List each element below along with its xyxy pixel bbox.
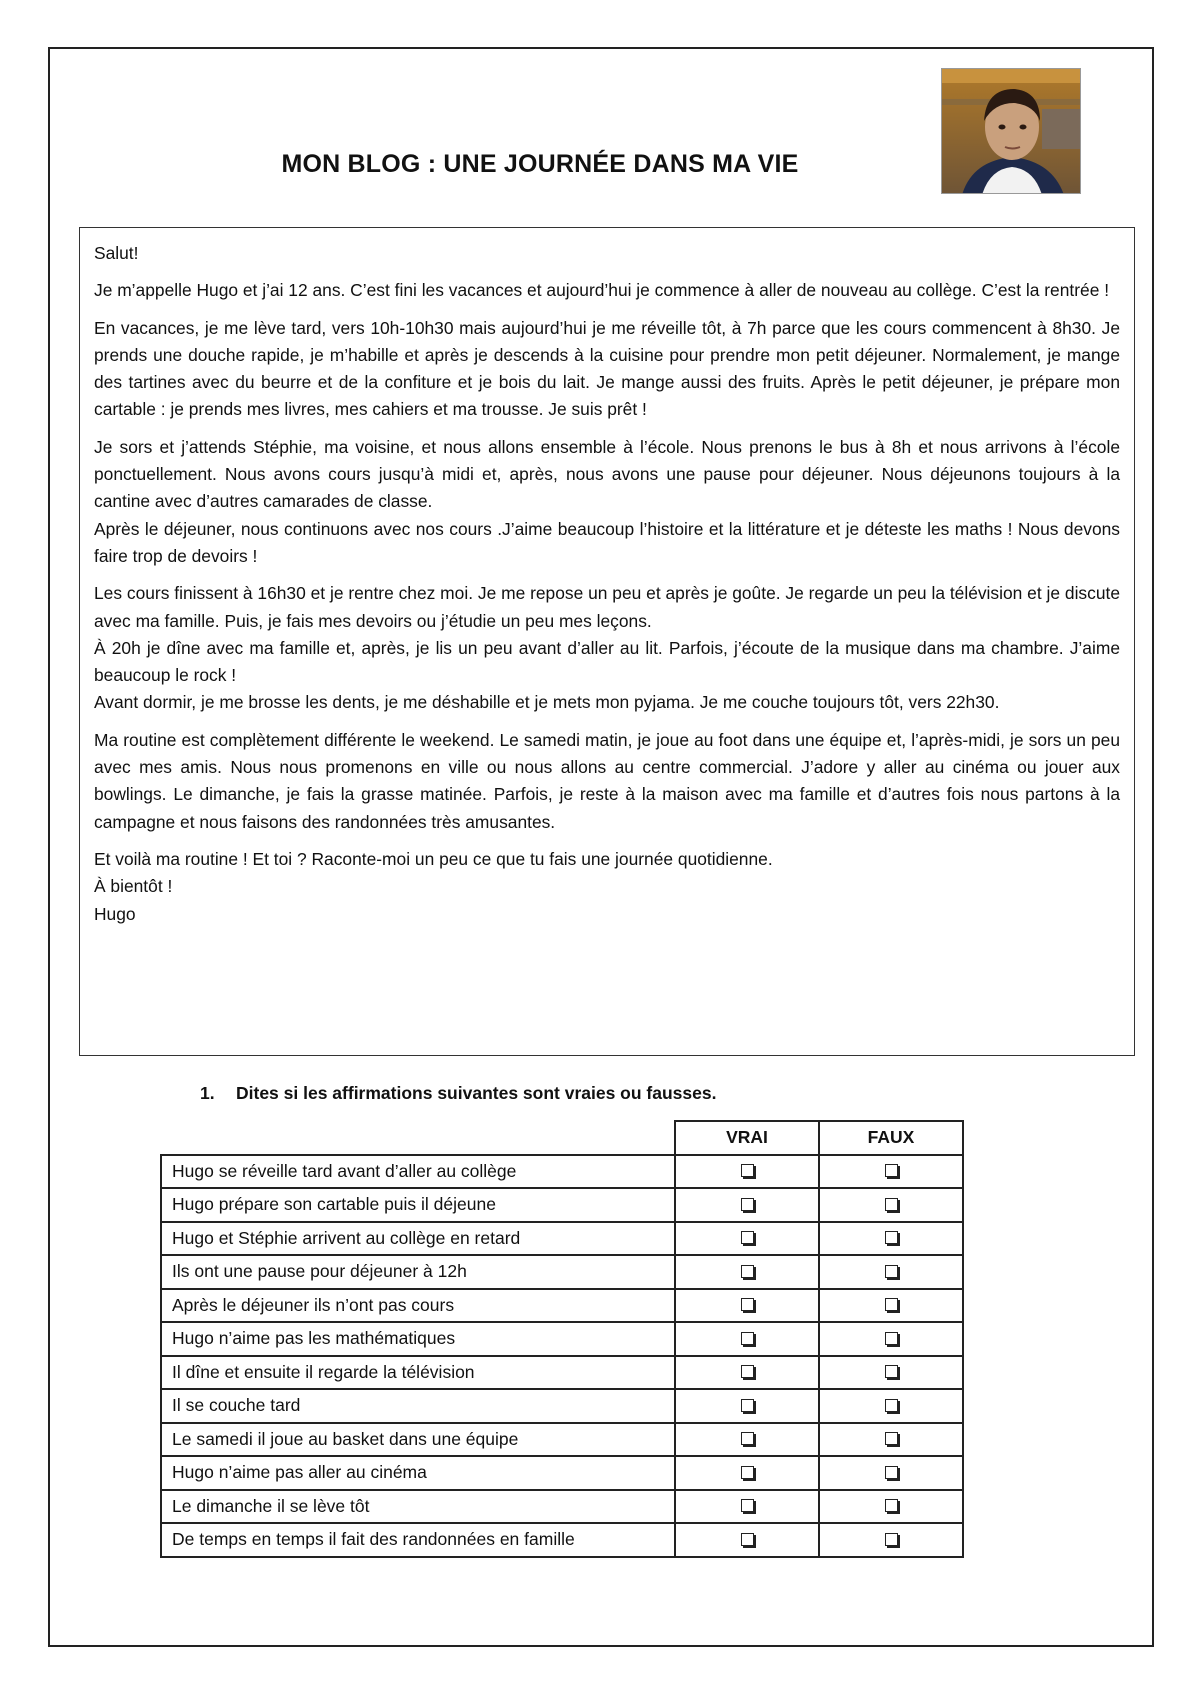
blog-closing: Et voilà ma routine ! Et toi ? Raconte-moi un peu ce que tu fais une journée quotidienne. [94, 848, 773, 869]
faux-checkbox-icon[interactable] [885, 1298, 898, 1311]
faux-cell [819, 1188, 963, 1222]
column-header-vrai: VRAI [675, 1121, 819, 1155]
blog-paragraph-bedtime: Avant dormir, je me brosse les dents, je me déshabille et je mets mon pyjama. Je me couche toujours tôt, vers 22h30. [94, 692, 1000, 713]
true-false-table [160, 1120, 964, 1558]
blog-paragraph-intro: Je m’appelle Hugo et j’ai 12 ans. C’est fini les vacances et aujourd’hui je commence à aller de nouveau au collège. C’est la rentrée ! [94, 280, 1110, 301]
table-row [161, 1389, 963, 1423]
faux-cell [819, 1523, 963, 1557]
vrai-checkbox-icon[interactable] [741, 1365, 754, 1378]
statement-text: Le dimanche il se lève tôt [161, 1490, 675, 1524]
vrai-cell [675, 1289, 819, 1323]
vrai-cell [675, 1222, 819, 1256]
vrai-checkbox-icon[interactable] [741, 1533, 754, 1546]
vrai-checkbox-icon[interactable] [741, 1499, 754, 1512]
faux-checkbox-icon[interactable] [885, 1365, 898, 1378]
exercise-instruction [200, 1083, 716, 1104]
vrai-checkbox-icon[interactable] [741, 1432, 754, 1445]
faux-cell [819, 1222, 963, 1256]
faux-checkbox-icon[interactable] [885, 1533, 898, 1546]
faux-checkbox-icon[interactable] [885, 1332, 898, 1345]
vrai-cell [675, 1456, 819, 1490]
boy-portrait-photo [941, 68, 1081, 194]
table-row [161, 1356, 963, 1390]
statement-text: Ils ont une pause pour déjeuner à 12h [161, 1255, 675, 1289]
faux-checkbox-icon[interactable] [885, 1198, 898, 1211]
vrai-checkbox-icon[interactable] [741, 1265, 754, 1278]
page-title: MON BLOG : UNE JOURNÉE DANS MA VIE [281, 150, 799, 178]
statement-text: Hugo prépare son cartable puis il déjeune [161, 1188, 675, 1222]
table-row [161, 1456, 963, 1490]
vrai-checkbox-icon[interactable] [741, 1466, 754, 1479]
vrai-cell [675, 1490, 819, 1524]
faux-cell [819, 1289, 963, 1323]
faux-cell [819, 1490, 963, 1524]
blog-text-box [79, 227, 1135, 1056]
faux-cell [819, 1389, 963, 1423]
vrai-checkbox-icon[interactable] [741, 1198, 754, 1211]
faux-cell [819, 1155, 963, 1189]
table-row [161, 1289, 963, 1323]
blog-signature: Hugo [94, 903, 136, 924]
vrai-cell [675, 1188, 819, 1222]
vrai-cell [675, 1389, 819, 1423]
blog-paragraph-morning: En vacances, je me lève tard, vers 10h-10h30 mais aujourd’hui je me réveille tôt, à 7h parce que les cours commencent à 8h30. Je prends une douche rapide, je m’habille et après je descends à la cuisine pour prendre mon petit déjeuner. Normalement, je mange des tartines avec du beurre et de la confiture et je bois du lait. Je mange aussi des fruits. Après le petit déjeuner, je prépare mon cartable : je prends mes livres, mes cahiers et ma trousse. Je suis prêt ! [94, 317, 1120, 420]
faux-cell [819, 1456, 963, 1490]
vrai-cell [675, 1255, 819, 1289]
vrai-cell [675, 1423, 819, 1457]
table-row [161, 1155, 963, 1189]
faux-checkbox-icon[interactable] [885, 1399, 898, 1412]
faux-cell [819, 1356, 963, 1390]
faux-checkbox-icon[interactable] [885, 1164, 898, 1177]
statement-text: Hugo et Stéphie arrivent au collège en retard [161, 1222, 675, 1256]
vrai-checkbox-icon[interactable] [741, 1231, 754, 1244]
vrai-checkbox-icon[interactable] [741, 1399, 754, 1412]
blog-paragraph-school: Je sors et j’attends Stéphie, ma voisine, et nous allons ensemble à l’école. Nous prenons le bus à 8h et nous arrivons à l’école ponctuellement. Nous avons cours jusqu’à midi et, après, nous avons une pause pour déjeuner. Nous déjeunons toujours à la cantine avec d’autres camarades de classe. [94, 436, 1120, 512]
statement-text: Hugo n’aime pas aller au cinéma [161, 1456, 675, 1490]
vrai-cell [675, 1322, 819, 1356]
table-header-row [161, 1121, 963, 1155]
vrai-cell [675, 1523, 819, 1557]
vrai-checkbox-icon[interactable] [741, 1332, 754, 1345]
statement-text: Il dîne et ensuite il regarde la télévision [161, 1356, 675, 1390]
column-header-faux: FAUX [819, 1121, 963, 1155]
vrai-cell [675, 1155, 819, 1189]
statement-text: De temps en temps il fait des randonnées en famille [161, 1523, 675, 1557]
faux-cell [819, 1322, 963, 1356]
faux-checkbox-icon[interactable] [885, 1231, 898, 1244]
table-row [161, 1322, 963, 1356]
faux-checkbox-icon[interactable] [885, 1499, 898, 1512]
table-row [161, 1255, 963, 1289]
table-row [161, 1423, 963, 1457]
table-row [161, 1523, 963, 1557]
blog-greeting: Salut! [94, 243, 139, 263]
vrai-checkbox-icon[interactable] [741, 1298, 754, 1311]
faux-cell [819, 1255, 963, 1289]
vrai-checkbox-icon[interactable] [741, 1164, 754, 1177]
faux-checkbox-icon[interactable] [885, 1466, 898, 1479]
statement-text: Il se couche tard [161, 1389, 675, 1423]
table-row [161, 1188, 963, 1222]
statement-text: Le samedi il joue au basket dans une équipe [161, 1423, 675, 1457]
exercise-number: 1. [200, 1083, 215, 1103]
blog-paragraph-lunch: Après le déjeuner, nous continuons avec nos cours .J’aime beaucoup l’histoire et la littérature et je déteste les maths ! Nous devons faire trop de devoirs ! [94, 518, 1120, 566]
statement-text: Hugo se réveille tard avant d’aller au collège [161, 1155, 675, 1189]
faux-checkbox-icon[interactable] [885, 1432, 898, 1445]
table-row [161, 1490, 963, 1524]
faux-cell [819, 1423, 963, 1457]
blog-paragraph-evening: À 20h je dîne avec ma famille et, après, je lis un peu avant d’aller au lit. Parfois, j’écoute de la musique dans ma chambre. J’aime beaucoup le rock ! [94, 637, 1120, 686]
table-row [161, 1222, 963, 1256]
statement-text: Hugo n’aime pas les mathématiques [161, 1322, 675, 1356]
blog-paragraph-afternoon: Les cours finissent à 16h30 et je rentre chez moi. Je me repose un peu et après je goûte. Je regarde un peu la télévision et je discute avec ma famille. Puis, je fais mes devoirs ou j’étudie un peu mes leçons. [94, 583, 1120, 631]
vrai-cell [675, 1356, 819, 1390]
exercise-instruction-text: Dites si les affirmations suivantes sont vraies ou fausses. [236, 1083, 717, 1103]
blog-paragraph-weekend: Ma routine est complètement différente le weekend. Le samedi matin, je joue au foot dans une équipe et, l’après-midi, je sors un peu avec mes amis. Nous nous promenons en ville ou nous allons au centre commercial. J’adore y aller au cinéma ou jouer aux bowlings. Le dimanche, je fais la grasse matinée. Parfois, je reste à la maison avec ma famille et d’autres fois nous partons à la campagne et nous faisons des randonnées très amusantes. [94, 729, 1120, 832]
statement-text: Après le déjeuner ils n’ont pas cours [161, 1289, 675, 1323]
header-empty-cell [161, 1121, 675, 1155]
blog-farewell: À bientôt ! [94, 876, 173, 897]
faux-checkbox-icon[interactable] [885, 1265, 898, 1278]
